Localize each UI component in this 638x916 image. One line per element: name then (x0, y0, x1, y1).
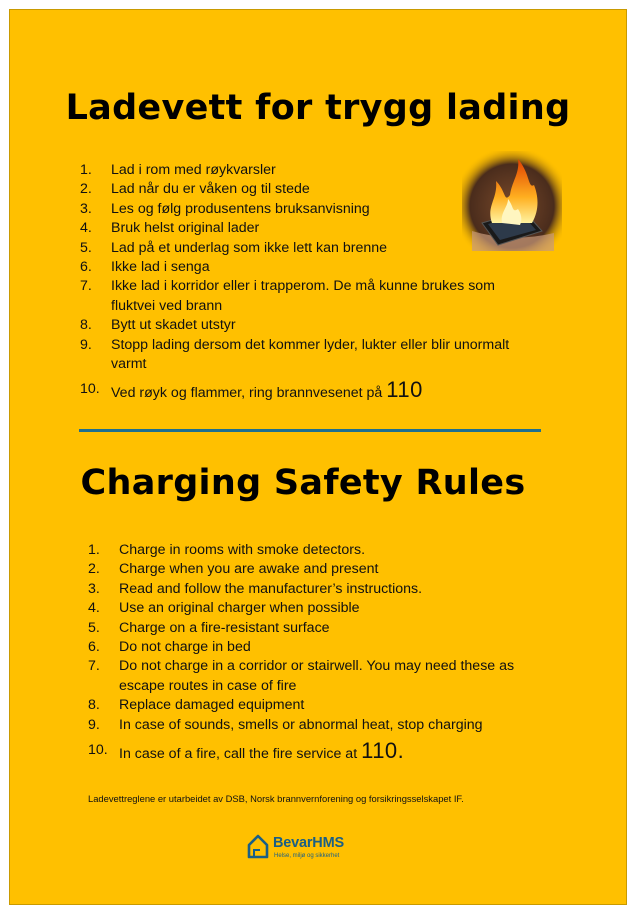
rules-list-norwegian (80, 161, 520, 404)
section-divider (79, 429, 541, 432)
list-item: 3. Read and follow the manufacturer’s instructions. (88, 580, 423, 597)
emergency-number: 110. (361, 738, 405, 764)
list-item: 1. Lad i rom med røykvarsler (80, 162, 276, 178)
poster (9, 9, 627, 905)
list-item: 8. Bytt ut skadet utstyr (80, 317, 236, 334)
bevarhms-logo (247, 833, 377, 869)
list-item: 6. Do not charge in bed (88, 639, 251, 656)
list-item: 9. In case of sounds, smells or abnormal heat, stop charging (88, 716, 483, 733)
list-item: 1. Charge in rooms with smoke detectors. (88, 542, 366, 558)
emergency-number: 110 (386, 377, 423, 403)
list-item: 5. Charge on a fire-resistant surface (88, 619, 330, 636)
logo-tagline: Helse, miljø og sikkerhet (274, 853, 340, 859)
list-item: 2. Lad når du er våken og til stede (80, 181, 310, 198)
list-item: 7. Do not charge in a corridor or stairwell. You may need these as escape routes in case of fire (88, 658, 515, 694)
title-english: Charging Safety Rules (80, 463, 526, 503)
title-norwegian: Ladevett for trygg lading (65, 88, 571, 128)
list-item: 7. Ikke lad i korridor eller i trapperom. De må kunne brukes som fluktvei ved brann (80, 278, 496, 314)
logo-name: BevarHMS (273, 835, 344, 851)
list-item-emergency: 10. Ved røyk og flammer, ring brannvesenet på 110 (80, 377, 423, 403)
list-item: 6. Ikke lad i senga (80, 259, 210, 276)
list-item: 2. Charge when you are awake and present (88, 561, 379, 578)
list-item: 3. Les og følg produsentens bruksanvisning (80, 200, 370, 217)
source-footnote: Ladevettreglene er utarbeidet av DSB, Norsk brannvernforening og forsikringsselskapet IF. (88, 793, 464, 804)
list-item: 4. Bruk helst original lader (80, 220, 260, 237)
list-item: 4. Use an original charger when possible (88, 600, 360, 617)
list-item: 8. Replace damaged equipment (88, 697, 305, 714)
list-item-emergency: 10. In case of a fire, call the fire service at 110. (88, 738, 405, 764)
list-item: 9. Stopp lading dersom det kommer lyder, lukter eller blir unormalt varmt (80, 336, 510, 373)
house-icon (247, 833, 269, 859)
list-item: 5. Lad på et underlag som ikke lett kan brenne (80, 239, 388, 256)
rules-list-english (88, 541, 558, 764)
